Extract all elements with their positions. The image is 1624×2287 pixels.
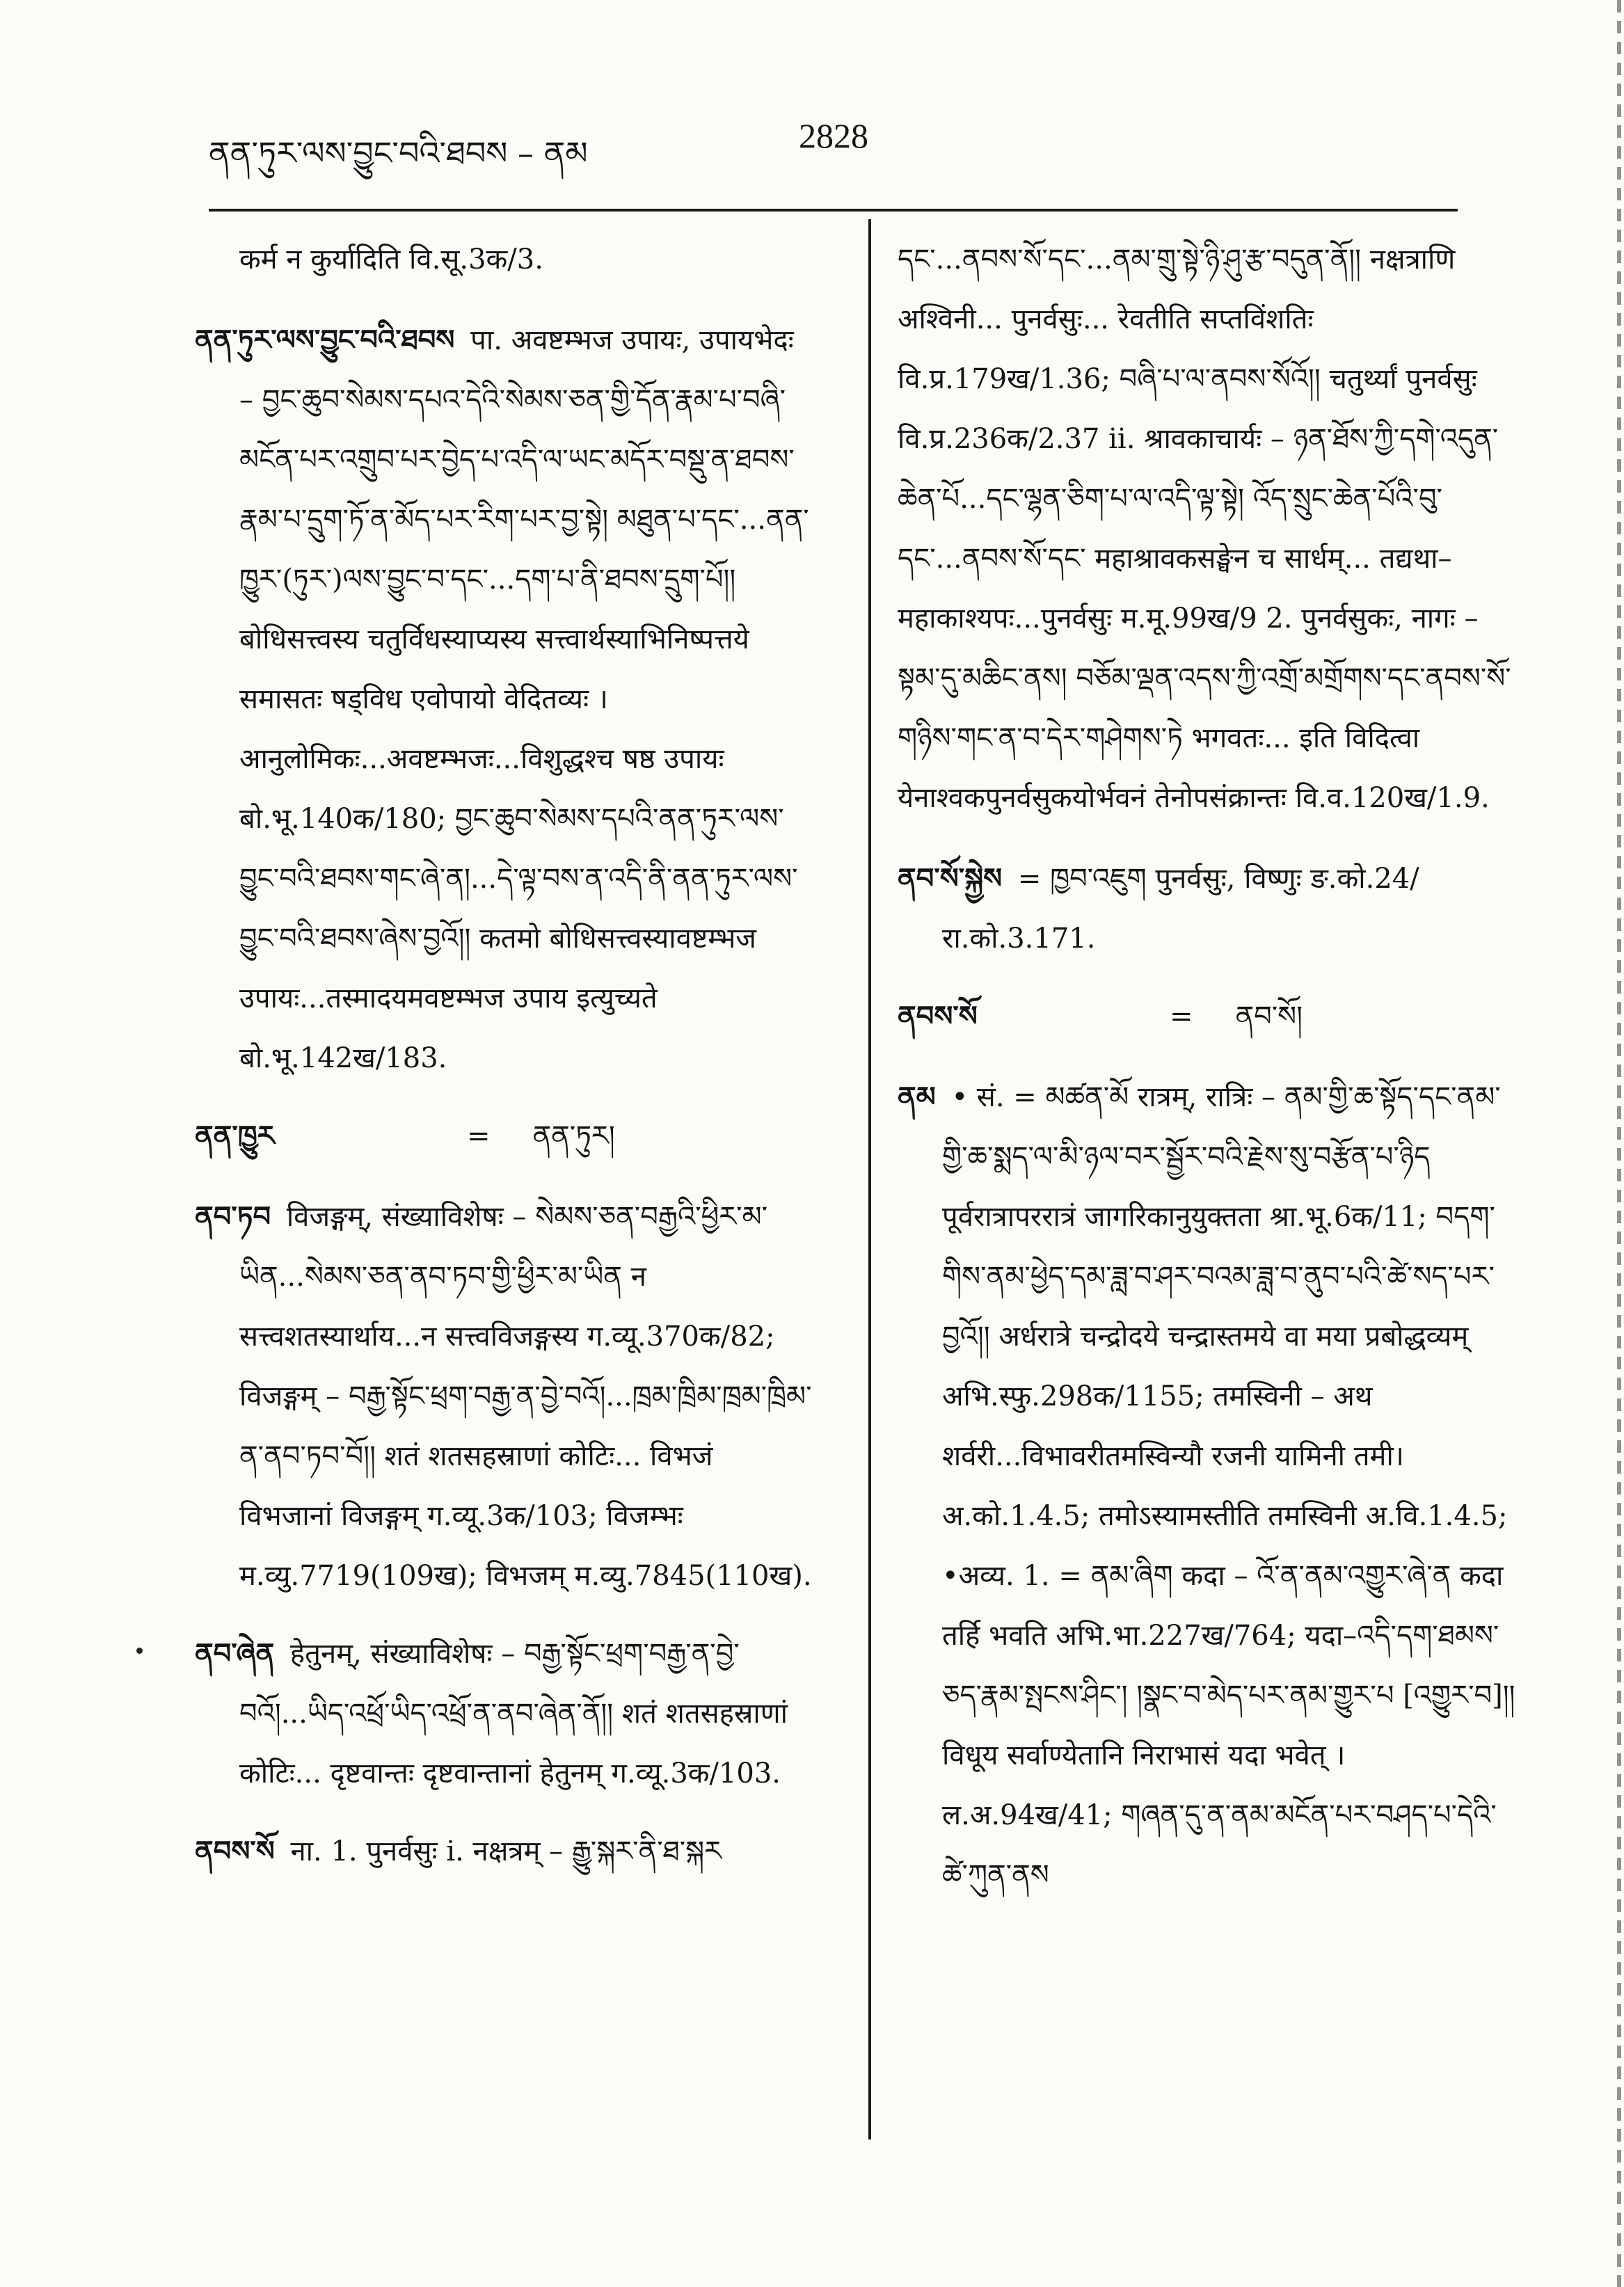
dictionary-entry <box>195 1624 814 1803</box>
entry-headword: ནམ <box>898 1081 936 1113</box>
page-number: 2828 <box>799 116 868 155</box>
cross-reference <box>898 987 1517 1046</box>
dictionary-entry <box>195 1822 814 1881</box>
xref-headword: ནབས་སོ <box>898 1000 978 1033</box>
scan-edge-mark <box>1617 0 1621 2287</box>
entry-text: हेतुनम्, संख्याविशेषः – བརྒྱ་སྟོང་ཕྲག་བརྒྱ་ན་བྱེ་བའོ།...ཡིད་འཕྲོ་ཡིད་འཕྲོ་ན་ནབ་ཞེན་ནོ།། शतं शतसहस्राणां कोटिः... दृष्टवान्तः दृष्टवान्तानां हेतुनम् ग.व्यू.3क/103. <box>239 1638 788 1790</box>
entry-text: དང་...ནབས་སོ་དང་...ནམ་གྲུ་སྟེ་ཉི་ཤུ་རྩ་བདུན་ནོ།། नक्षत्राणि अश्विनी... पुनर्वसुः... रेवतीति सप्तविंशतिः वि.प्र.179ख/1.36; བཞི་པ་ལ་ནབས་སོའོ།། चतुर्थ्यां पुनर्वसुः वि.प्र.236क/2.37 ii. श्रावकाचार्यः – ཉན་ཐོས་ཀྱི་དགེ་འདུན་ཆེན་པོ...དང་ལྷན་ཅིག་པ་ལ་འདི་ལྟ་སྟེ། འོད་སྲུང་ཆེན་པོའི་བུ་དང་...ནབས་སོ་དང་ महाश्रावकसङ्घेन च सार्धम्... तद्यथा–महाकाश्यपः...पुनर्वसुः म.मू.99ख/9 2. पुनर्वसुकः, नागः – སྟམ་དུ་མཆིང་ནས། བཅོམ་ལྡན་འདས་ཀྱི་འགྲོ་མགྲོགས་དང་ནབས་སོ་གཉིས་གང་ན་བ་དེར་གཤེགས་ཏེ भगवतः... इति विदित्वा येनाश्वकपुनर्वसुकयोर्भवनं तेनोपसंक्रान्तः वि.व.120ख/1.9. <box>898 244 1511 814</box>
dictionary-entry <box>195 310 814 1088</box>
entry-headword: ནན་ཏུར་ལས་བྱུང་བའི་ཐབས <box>195 324 455 356</box>
xref-target: ནབ་སོ། <box>1235 1001 1303 1033</box>
entry-text: पा. अवष्टम्भज उपायः, उपायभेदः – བྱང་ཆུབ་སེམས་དཔའ་དེའི་སེམས་ཅན་གྱི་དོན་རྣམ་པ་བཞི་མངོན་པར་འགྲུབ་པར་བྱེད་པ་འདི་ལ་ཡང་མདོར་བསྡུ་ན་ཐབས་རྣམ་པ་དྲུག་ཏོ་ན་མོད་པར་རིག་པར་བྱ་སྟེ། མཐུན་པ་དང་...ནན་ཁྱུར་(ཏུར་)ལས་བྱུང་བ་དང་...དག་པ་ནི་ཐབས་དྲུག་པོ།། बोधिसत्त्वस्य चतुर्विधस्याप्यस्य सत्त्वार्थस्याभिनिष्पत्तये समासतः षड्विध एवोपायो वेदितव्यः । आनुलोमिकः...अवष्टम्भजः...विशुद्धश्च षष्ठ उपायः बो.भू.140क/180; བྱང་ཆུབ་སེམས་དཔའི་ནན་ཏུར་ལས་བྱུང་བའི་ཐབས་གང་ཞེ་ན།...དེ་ལྟ་བས་ན་འདི་ནི་ནན་ཏུར་ལས་བྱུང་བའི་ཐབས་ཞེས་བྱའོ།། कतमो बोधिसत्त्वस्यावष्टम्भज उपायः...तस्मादयमवष्टम्भज उपाय इत्युच्यते बो.भू.142ख/183. <box>239 324 809 1074</box>
cross-reference <box>195 1106 814 1166</box>
right-column <box>898 230 1517 1923</box>
xref-equals: = <box>1169 1001 1193 1033</box>
entry-headword: ནབས་སོ <box>195 1835 275 1867</box>
scan-dot-mark <box>136 1648 143 1654</box>
entry-text: ना. 1. पुनर्वसुः i. नक्षत्रम् – རྒྱུ་སྐར་ནི་ཐ་སྐར <box>290 1835 722 1867</box>
dictionary-entry <box>898 1067 1517 1905</box>
entry-text: • सं. = མཚན་མོ रात्रम्, रात्रिः – ནམ་གྱི་ཆ་སྟོད་དང་ནམ་གྱི་ཆ་སྨད་ལ་མི་ཉལ་བར་སྦྱོར་བའི་རྗེས་སུ་བརྩོན་པ་ཉིད पूर्वरात्रापररात्रं जागरिकानुयुक्तता श्रा.भू.6क/11; བདག་གིས་ནམ་ཕྱེད་དམ་ཟླ་བ་ཤར་བའམ་ཟླ་བ་ནུབ་པའི་ཚེ་སད་པར་བྱའོ།། अर्धरात्रे चन्द्रोदये चन्द्रास्तमये वा मया प्रबोद्धव्यम् अभि.स्फु.298क/1155; तमस्विनी – अथ शर्वरी...विभावरीतमस्विन्यौ रजनी यामिनी तमी। अ.को.1.4.5; तमोऽस्यामस्तीति तमस्विनी अ.वि.1.4.5; •अव्य. 1. = ནམ་ཞིག कदा – འོ་ན་ནམ་འགྱུར་ཞེ་ན कदा तर्हि भवति अभि.भा.227ख/764; यदा–འདི་དག་ཐམས་ཅད་རྣམ་སྤངས་ཤིང་། །སྣང་བ་མེད་པར་ནམ་གྱུར་པ [འགྱུར་བ]།། विधूय सर्वाण्येतानि निराभासं यदा भवेत् । ल.अ.94ख/41; གཞན་དུ་ན་ནམ་མངོན་པར་བཤད་པ་དེའི་ཚེ་ཀུན་ནས <box>942 1081 1515 1891</box>
entry-text: = ཁྱབ་འཇུག पुनर्वसुः, विष्णुः ङ.को.24/रा.को.3.171. <box>942 863 1419 955</box>
dictionary-entry <box>898 849 1517 969</box>
entry-text: कर्म न कुर्यादिति वि.सू.3क/3. <box>239 244 543 276</box>
xref-equals: = <box>466 1120 491 1152</box>
entry-text: विजङ्गम्, संख्याविशेषः – སེམས་ཅན་བརྒྱའི་ཕྱིར་མ་ཡིན...སེམས་ཅན་ནབ་ཏབ་གྱི་ཕྱིར་མ་ཡིན न सत्त्वशतस्यार्थाय...न सत्त्वविजङ्गस्य ग.व्यू.370क/82; विजङ्गम् – བརྒྱ་སྟོང་ཕྲག་བརྒྱ་ན་བྱེ་བའོ།...ཁྲམ་ཁྲིམ་ཁྲམ་ཁྲིམ་ན་ནབ་ཏབ་བོ།། शतं शतसहस्राणां कोटिः... विभजं विभजानां विजङ्गम् ग.व्यू.3क/103; विजम्भः म.व्यु.7719(109ख); विभजम् म.व्यु.7845(110ख). <box>239 1201 812 1592</box>
dictionary-entry <box>898 230 1517 828</box>
column-divider <box>868 219 871 2139</box>
left-column <box>195 230 814 1899</box>
entry-headword: ནབ་ཞེན <box>195 1637 275 1670</box>
dictionary-entry <box>195 230 814 289</box>
header-rule <box>209 209 1458 212</box>
xref-target: ནན་ཏུར། <box>532 1120 615 1152</box>
entry-headword: ནབ་སོ་སྐྱེས <box>898 862 1003 895</box>
entry-headword: ནབ་ཏབ <box>195 1200 271 1233</box>
dictionary-entry <box>195 1187 814 1606</box>
xref-headword: ནན་ཁྱུར <box>195 1119 275 1152</box>
running-head: ནན་ཏུར་ལས་བྱུང་བའི་ཐབས – ནམ <box>209 134 588 172</box>
